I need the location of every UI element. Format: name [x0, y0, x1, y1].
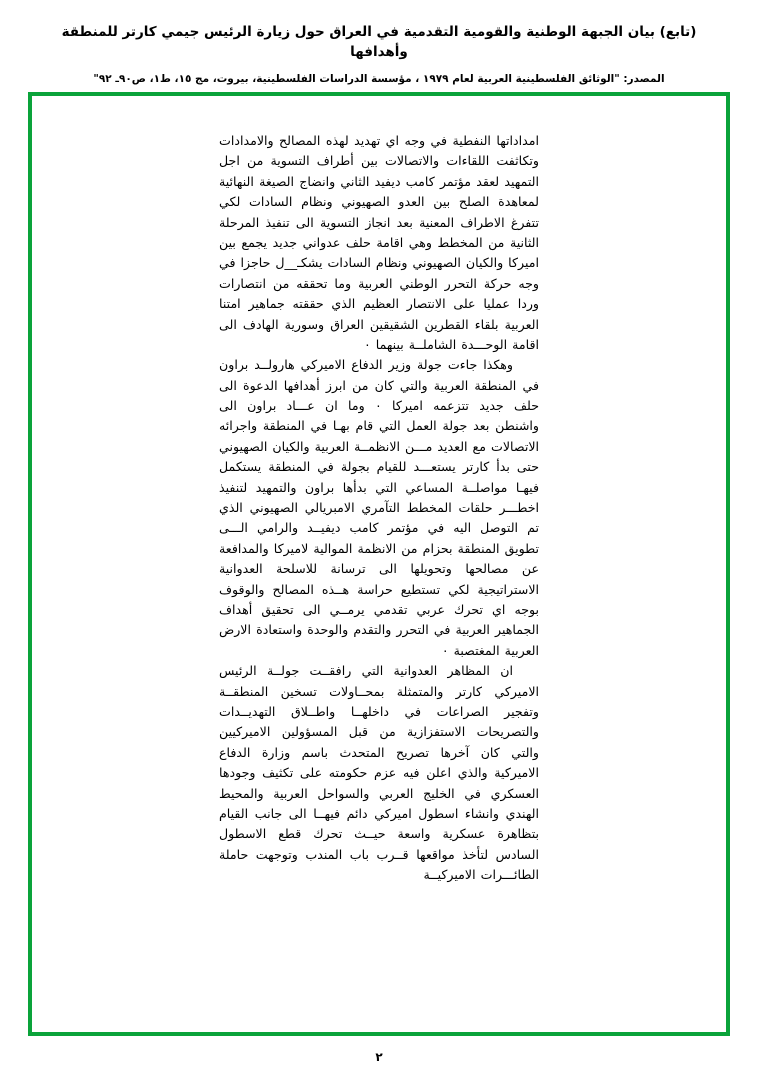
document-source: المصدر: "الوثائق الفلسطينية العربية لعام ١٩٧٩ ، مؤسسة الدراسات الفلسطينية، بيروت، مج ١٥، ط١، ص٩٠ـ ٩٢" [93, 72, 665, 85]
page-number: ٢ [375, 1050, 383, 1064]
document-body [31, 131, 727, 1023]
paragraph: وهكذا جاءت جولة وزير الدفاع الاميركي هارولــد براون في المنطقة العربية والتي كان من ابرز أهدافها الدعوة الى حلف جديد تتزعمه اميركا ٠ وما ان عـــاد براون الى واشنطن بعد جولة العمل التي قام بهـا في المنطقة واجرائه الاتصالات مع العديد مـــن الانظمــة العربية والكيان الصهيوني حتى بدأ كارتر يستعـــد للقيام بجولة في المنطقة يستكمل فيهـا مواصلــة المساعي التي بدأها براون والتمهيد لتنفيذ اخطـــر حلقات المخطط التآمري الامبريالي الصهيوني الذي تم التوصل اليه في مؤتمر كامب ديفيــد والرامي الـــى تطويق المنطقة بحزام من الانظمة الموالية لاميركا والمدافعة عن مصالحها وتحويلها الى ترسانة للاسلحة العدوانية الاستراتيجية لكي تستطيع حراسة هــذه المصالح والوقوف بوجه اي تحرك عربي تقدمي يرمــي الى تحقيق أهداف الجماهير العربية في التحرر والتقدم والوحدة واستعادة الارض العربية المغتصبة ٠ [219, 357, 539, 658]
page-title: (تابع) بيان الجبهة الوطنية والقومية التقدمية في العراق حول زيارة الرئيس جيمي كارتر للمنطقة وأهدافها [61, 24, 697, 61]
green-border-frame [28, 92, 730, 1036]
text-column [219, 131, 539, 885]
paragraph: امداداتها النفطية في وجه اي تهديد لهذه المصالح والامدادات وتكاثفت اللقاءات والاتصالات بين أطراف التسوية من اجل التمهيد لعقد مؤتمر كامب ديفيد الثاني وانضاج الصيغة النهائية لمعاهدة الصلح بين العدو الصهيوني ونظام السادات لكي تتفرغ الاطراف المعنية بعد انجاز التسوية الى تنفيذ المرحلة الثانية من المخطط وهي اقامة حلف عدواني جديد يجمع بين اميركا والكيان الصهيوني ونظام السادات يشكـ__ل حاجزا في وجه حركة التحرر الوطني العربية وما تحققه من انتصارات وردا عمليا على الانتصار العظيم الذي حققته جماهير امتنا العربية بلقاء القطرين الشقيقين العراق وسورية الهادف الى اقامة الوحـــدة الشاملــة بينهما ٠ [219, 133, 539, 352]
paragraph: ان المظاهر العدوانية التي رافقــت جولــة الرئيس الاميركي كارتر والمتمثلة بمحــاولات تسخين المنطقــة وتفجير الصراعات في داخلهــا واطــلاق التهديــدات والتصريحات الاستفزازية من قبل المسؤولين الاميركيين والتي كان آخرها تصريح المتحدث باسم وزارة الدفاع الاميركية والذي اعلن فيه عزم حكومته على تكثيف وجودها العسكري في الخليج العربي والسواحل العربية والمحيط الهندي وانشاء اسطول اميركي دائم فيهــا الى جانب القيام بتظاهرة عسكرية واسعة حيــث تحرك قطع الاسطول السادس لتأخذ مواقعها قــرب باب المندب وتوجهت حاملة الطائـــرات الاميركيــة [219, 663, 539, 883]
document-header [0, 0, 758, 87]
